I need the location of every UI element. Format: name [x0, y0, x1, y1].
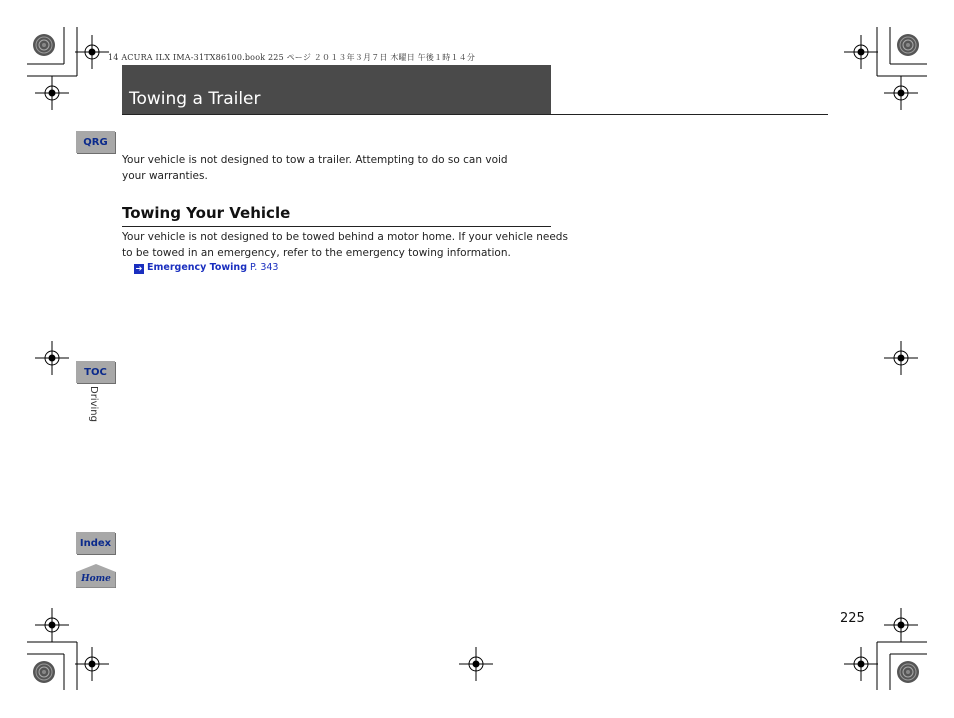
registration-mark-icon [844, 35, 878, 69]
subheading: Towing Your Vehicle [122, 204, 291, 222]
color-target-icon [33, 34, 55, 56]
trailer-paragraph [122, 152, 508, 184]
towing-paragraph [122, 229, 568, 261]
registration-mark-icon [35, 341, 69, 375]
subheading-divider [122, 226, 551, 227]
towing-paragraph-line: Your vehicle is not designed to be towed behind a motor home. If your vehicle needs [122, 231, 568, 243]
emergency-towing-link[interactable] [134, 262, 278, 274]
trailer-paragraph-line: Your vehicle is not designed to tow a trailer. Attempting to do so can void [122, 154, 508, 166]
registration-mark-icon [75, 647, 109, 681]
registration-mark-icon [844, 647, 878, 681]
print-header: 14 ACURA ILX IMA-31TX86100.book 225 ページ ２０１３年３月７日 木曜日 午後１時１４分 [108, 53, 476, 62]
home-icon [76, 564, 116, 588]
color-target-icon [897, 661, 919, 683]
registration-mark-icon [35, 76, 69, 110]
towing-paragraph-line: to be towed in an emergency, refer to the emergency towing information. [122, 247, 511, 259]
registration-mark-icon [884, 608, 918, 642]
color-target-icon [33, 661, 55, 683]
title-divider [122, 114, 828, 115]
section-title: Towing a Trailer [129, 89, 261, 109]
registration-mark-icon [35, 608, 69, 642]
qrg-button[interactable]: QRG [76, 131, 115, 153]
color-target-icon [897, 34, 919, 56]
trailer-paragraph-line: your warranties. [122, 170, 208, 182]
home-label: Home [81, 574, 111, 584]
home-button[interactable] [76, 564, 116, 588]
index-button[interactable]: Index [76, 532, 115, 554]
registration-mark-icon [884, 341, 918, 375]
toc-button[interactable]: TOC [76, 361, 115, 383]
registration-mark-icon [884, 76, 918, 110]
registration-mark-icon [75, 35, 109, 69]
arrow-right-icon: ➔ [135, 264, 143, 273]
page-number: 225 [840, 611, 865, 626]
registration-mark-icon [459, 647, 493, 681]
chapter-tab-label: Driving [88, 386, 99, 422]
link-page: P. 343 [250, 262, 279, 273]
link-topic: Emergency Towing [147, 262, 247, 273]
